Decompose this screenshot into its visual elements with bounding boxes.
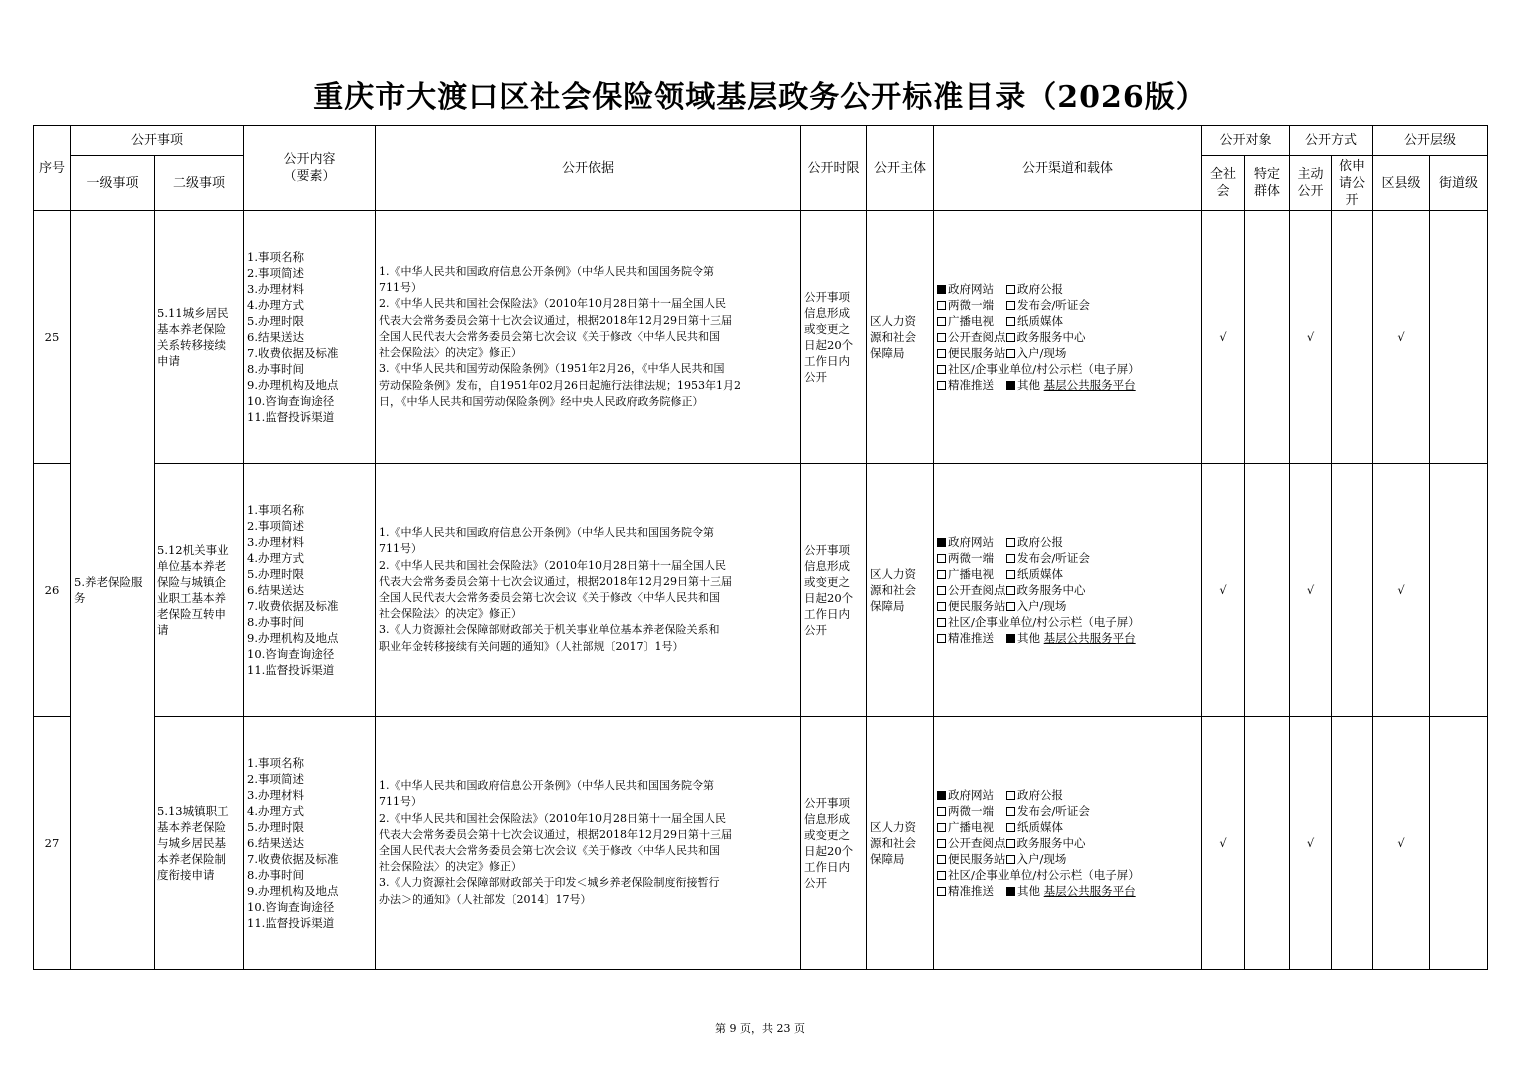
header-method: 公开方式 xyxy=(1290,126,1373,156)
header-level: 公开层级 xyxy=(1373,126,1488,156)
header-level1: 一级事项 xyxy=(71,156,155,211)
header-target-specific: 特定 群体 xyxy=(1245,156,1290,211)
header-level-street: 街道级 xyxy=(1430,156,1488,211)
header-level-district: 区县级 xyxy=(1373,156,1430,211)
empty-box-icon xyxy=(937,807,946,816)
level-street-check xyxy=(1430,464,1488,717)
empty-box-icon xyxy=(1006,317,1015,326)
empty-box-icon xyxy=(1006,333,1015,342)
content-elements: 1.事项名称 2.事项简述 3.办理材料 4.办理方式 5.办理时限 6.结果送达 7.收费依据及标准 8.办事时间 9.办理机构及地点 10.咨询查询途径 11.监督投诉渠道 xyxy=(244,211,376,464)
basis-text: 1.《中华人民共和国政府信息公开条例》（中华人民共和国国务院令第 711号） 2.《中华人民共和国社会保险法》（2010年10月28日第十一届全国人民 代表大会常务委员会第十七次会议通过，根据2018年12月29日第十三届 全国人民代表大会常务委员会第七次会议《关于修改〈中华人民共和国 社会保险法〉的决定》修正） 3.《人力资源社会保障部财政部关于机关事业单位基本养老保险关系和 职业年金转移接续有关问题的通知》（人社部规〔2017〕1号） xyxy=(376,464,801,717)
time-limit: 公开事项 信息形成 或变更之 日起20个 工作日内 公开 xyxy=(801,211,867,464)
basis-text: 1.《中华人民共和国政府信息公开条例》（中华人民共和国国务院令第 711号） 2.《中华人民共和国社会保险法》（2010年10月28日第十一届全国人民 代表大会常务委员会第十七次会议通过，根据2018年12月29日第十三届 全国人民代表大会常务委员会第七次会议《关于修改〈中华人民共和国 社会保险法〉的决定》修正） 3.《中华人民共和国劳动保险条例》（1951年2月26，《中华人民共和国 劳动保险条例》发布，自1951年02月26日起施行法律法规；1953年1月2 日，《中华人民共和国劳动保险条例》经中央人民政府政务院修正） xyxy=(376,211,801,464)
level-district-check: √ xyxy=(1373,717,1430,970)
level2-item: 5.12机关事业 单位基本养老 保险与城镇企 业职工基本养 老保险互转申 请 xyxy=(155,464,244,717)
empty-box-icon xyxy=(1006,570,1015,579)
method-request-check xyxy=(1332,211,1373,464)
row-seq: 27 xyxy=(34,717,71,970)
table-row xyxy=(34,211,1488,464)
empty-box-icon xyxy=(937,381,946,390)
empty-box-icon xyxy=(937,823,946,832)
empty-box-icon xyxy=(1006,285,1015,294)
header-content: 公开内容 （要素） xyxy=(244,126,376,211)
empty-box-icon xyxy=(937,365,946,374)
catalog-table xyxy=(33,125,1488,970)
empty-box-icon xyxy=(1006,349,1015,358)
level-district-check: √ xyxy=(1373,464,1430,717)
target-specific-check xyxy=(1245,211,1290,464)
level-district-check: √ xyxy=(1373,211,1430,464)
header-method-active: 主动 公开 xyxy=(1290,156,1332,211)
checked-box-icon xyxy=(937,285,946,294)
header-time: 公开时限 xyxy=(801,126,867,211)
level1-item: 5.养老保险服 务 xyxy=(71,211,155,970)
page-title: 重庆市大渡口区社会保险领域基层政务公开标准目录（2026版） xyxy=(313,80,1207,115)
empty-box-icon xyxy=(937,602,946,611)
table-row xyxy=(34,464,1488,717)
empty-box-icon xyxy=(937,570,946,579)
checked-box-icon xyxy=(1006,381,1015,390)
target-specific-check xyxy=(1245,717,1290,970)
empty-box-icon xyxy=(1006,301,1015,310)
checked-box-icon xyxy=(1006,634,1015,643)
row-seq: 25 xyxy=(34,211,71,464)
empty-box-icon xyxy=(937,839,946,848)
method-active-check: √ xyxy=(1290,717,1332,970)
header-target-all: 全社 会 xyxy=(1202,156,1245,211)
empty-box-icon xyxy=(937,554,946,563)
header-level2: 二级事项 xyxy=(155,156,244,211)
empty-box-icon xyxy=(1006,807,1015,816)
empty-box-icon xyxy=(1006,839,1015,848)
row-seq: 26 xyxy=(34,464,71,717)
empty-box-icon xyxy=(937,855,946,864)
empty-box-icon xyxy=(1006,823,1015,832)
empty-box-icon xyxy=(937,333,946,342)
time-limit: 公开事项 信息形成 或变更之 日起20个 工作日内 公开 xyxy=(801,717,867,970)
method-request-check xyxy=(1332,717,1373,970)
channel-list: 政府网站 政府公报 两微一端 发布会/听证会 广播电视 纸质媒体 公开查阅点 政务服务中心 便民服务站 入户/现场 社区/企事业单位/村公示栏（电子屏） 精准推送 其他 基层公共服务平台 xyxy=(934,211,1202,464)
content-elements: 1.事项名称 2.事项简述 3.办理材料 4.办理方式 5.办理时限 6.结果送达 7.收费依据及标准 8.办事时间 9.办理机构及地点 10.咨询查询途径 11.监督投诉渠道 xyxy=(244,464,376,717)
method-request-check xyxy=(1332,464,1373,717)
empty-box-icon xyxy=(937,618,946,627)
header-basis: 公开依据 xyxy=(376,126,801,211)
target-all-check: √ xyxy=(1202,717,1245,970)
empty-box-icon xyxy=(937,301,946,310)
header-items: 公开事项 xyxy=(71,126,244,156)
empty-box-icon xyxy=(937,349,946,358)
empty-box-icon xyxy=(1006,538,1015,547)
checked-box-icon xyxy=(937,538,946,547)
empty-box-icon xyxy=(937,871,946,880)
subject: 区人力资 源和社会 保障局 xyxy=(867,211,934,464)
header-channel: 公开渠道和载体 xyxy=(934,126,1202,211)
level2-item: 5.13城镇职工 基本养老保险 与城乡居民基 本养老保险制 度衔接申请 xyxy=(155,717,244,970)
empty-box-icon xyxy=(1006,586,1015,595)
target-specific-check xyxy=(1245,464,1290,717)
method-active-check: √ xyxy=(1290,211,1332,464)
header-subject: 公开主体 xyxy=(867,126,934,211)
table-row xyxy=(34,717,1488,970)
target-all-check: √ xyxy=(1202,464,1245,717)
content-elements: 1.事项名称 2.事项简述 3.办理材料 4.办理方式 5.办理时限 6.结果送达 7.收费依据及标准 8.办事时间 9.办理机构及地点 10.咨询查询途径 11.监督投诉渠道 xyxy=(244,717,376,970)
empty-box-icon xyxy=(937,317,946,326)
channel-list: 政府网站 政府公报 两微一端 发布会/听证会 广播电视 纸质媒体 公开查阅点 政务服务中心 便民服务站 入户/现场 社区/企事业单位/村公示栏（电子屏） 精准推送 其他 基层公共服务平台 xyxy=(934,717,1202,970)
checked-box-icon xyxy=(1006,887,1015,896)
level2-item: 5.11城乡居民 基本养老保险 关系转移接续 申请 xyxy=(155,211,244,464)
empty-box-icon xyxy=(1006,602,1015,611)
empty-box-icon xyxy=(937,887,946,896)
level-street-check xyxy=(1430,211,1488,464)
header-seq: 序号 xyxy=(34,126,71,211)
basis-text: 1.《中华人民共和国政府信息公开条例》（中华人民共和国国务院令第 711号） 2.《中华人民共和国社会保险法》（2010年10月28日第十一届全国人民 代表大会常务委员会第十七次会议通过，根据2018年12月29日第十三届 全国人民代表大会常务委员会第七次会议《关于修改〈中华人民共和国 社会保险法〉的决定》修正） 3.《人力资源社会保障部财政部关于印发＜城乡养老保险制度衔接暂行 办法＞的通知》（人社部发〔2014〕17号） xyxy=(376,717,801,970)
method-active-check: √ xyxy=(1290,464,1332,717)
header-target: 公开对象 xyxy=(1202,126,1290,156)
subject: 区人力资 源和社会 保障局 xyxy=(867,717,934,970)
subject: 区人力资 源和社会 保障局 xyxy=(867,464,934,717)
empty-box-icon xyxy=(937,634,946,643)
time-limit: 公开事项 信息形成 或变更之 日起20个 工作日内 公开 xyxy=(801,464,867,717)
empty-box-icon xyxy=(937,586,946,595)
checked-box-icon xyxy=(937,791,946,800)
channel-list: 政府网站 政府公报 两微一端 发布会/听证会 广播电视 纸质媒体 公开查阅点 政务服务中心 便民服务站 入户/现场 社区/企事业单位/村公示栏（电子屏） 精准推送 其他 基层公共服务平台 xyxy=(934,464,1202,717)
page-footer: 第 9 页，共 23 页 xyxy=(715,1022,805,1035)
empty-box-icon xyxy=(1006,554,1015,563)
empty-box-icon xyxy=(1006,855,1015,864)
target-all-check: √ xyxy=(1202,211,1245,464)
empty-box-icon xyxy=(1006,791,1015,800)
level-street-check xyxy=(1430,717,1488,970)
header-method-request: 依申 请公 开 xyxy=(1332,156,1373,211)
